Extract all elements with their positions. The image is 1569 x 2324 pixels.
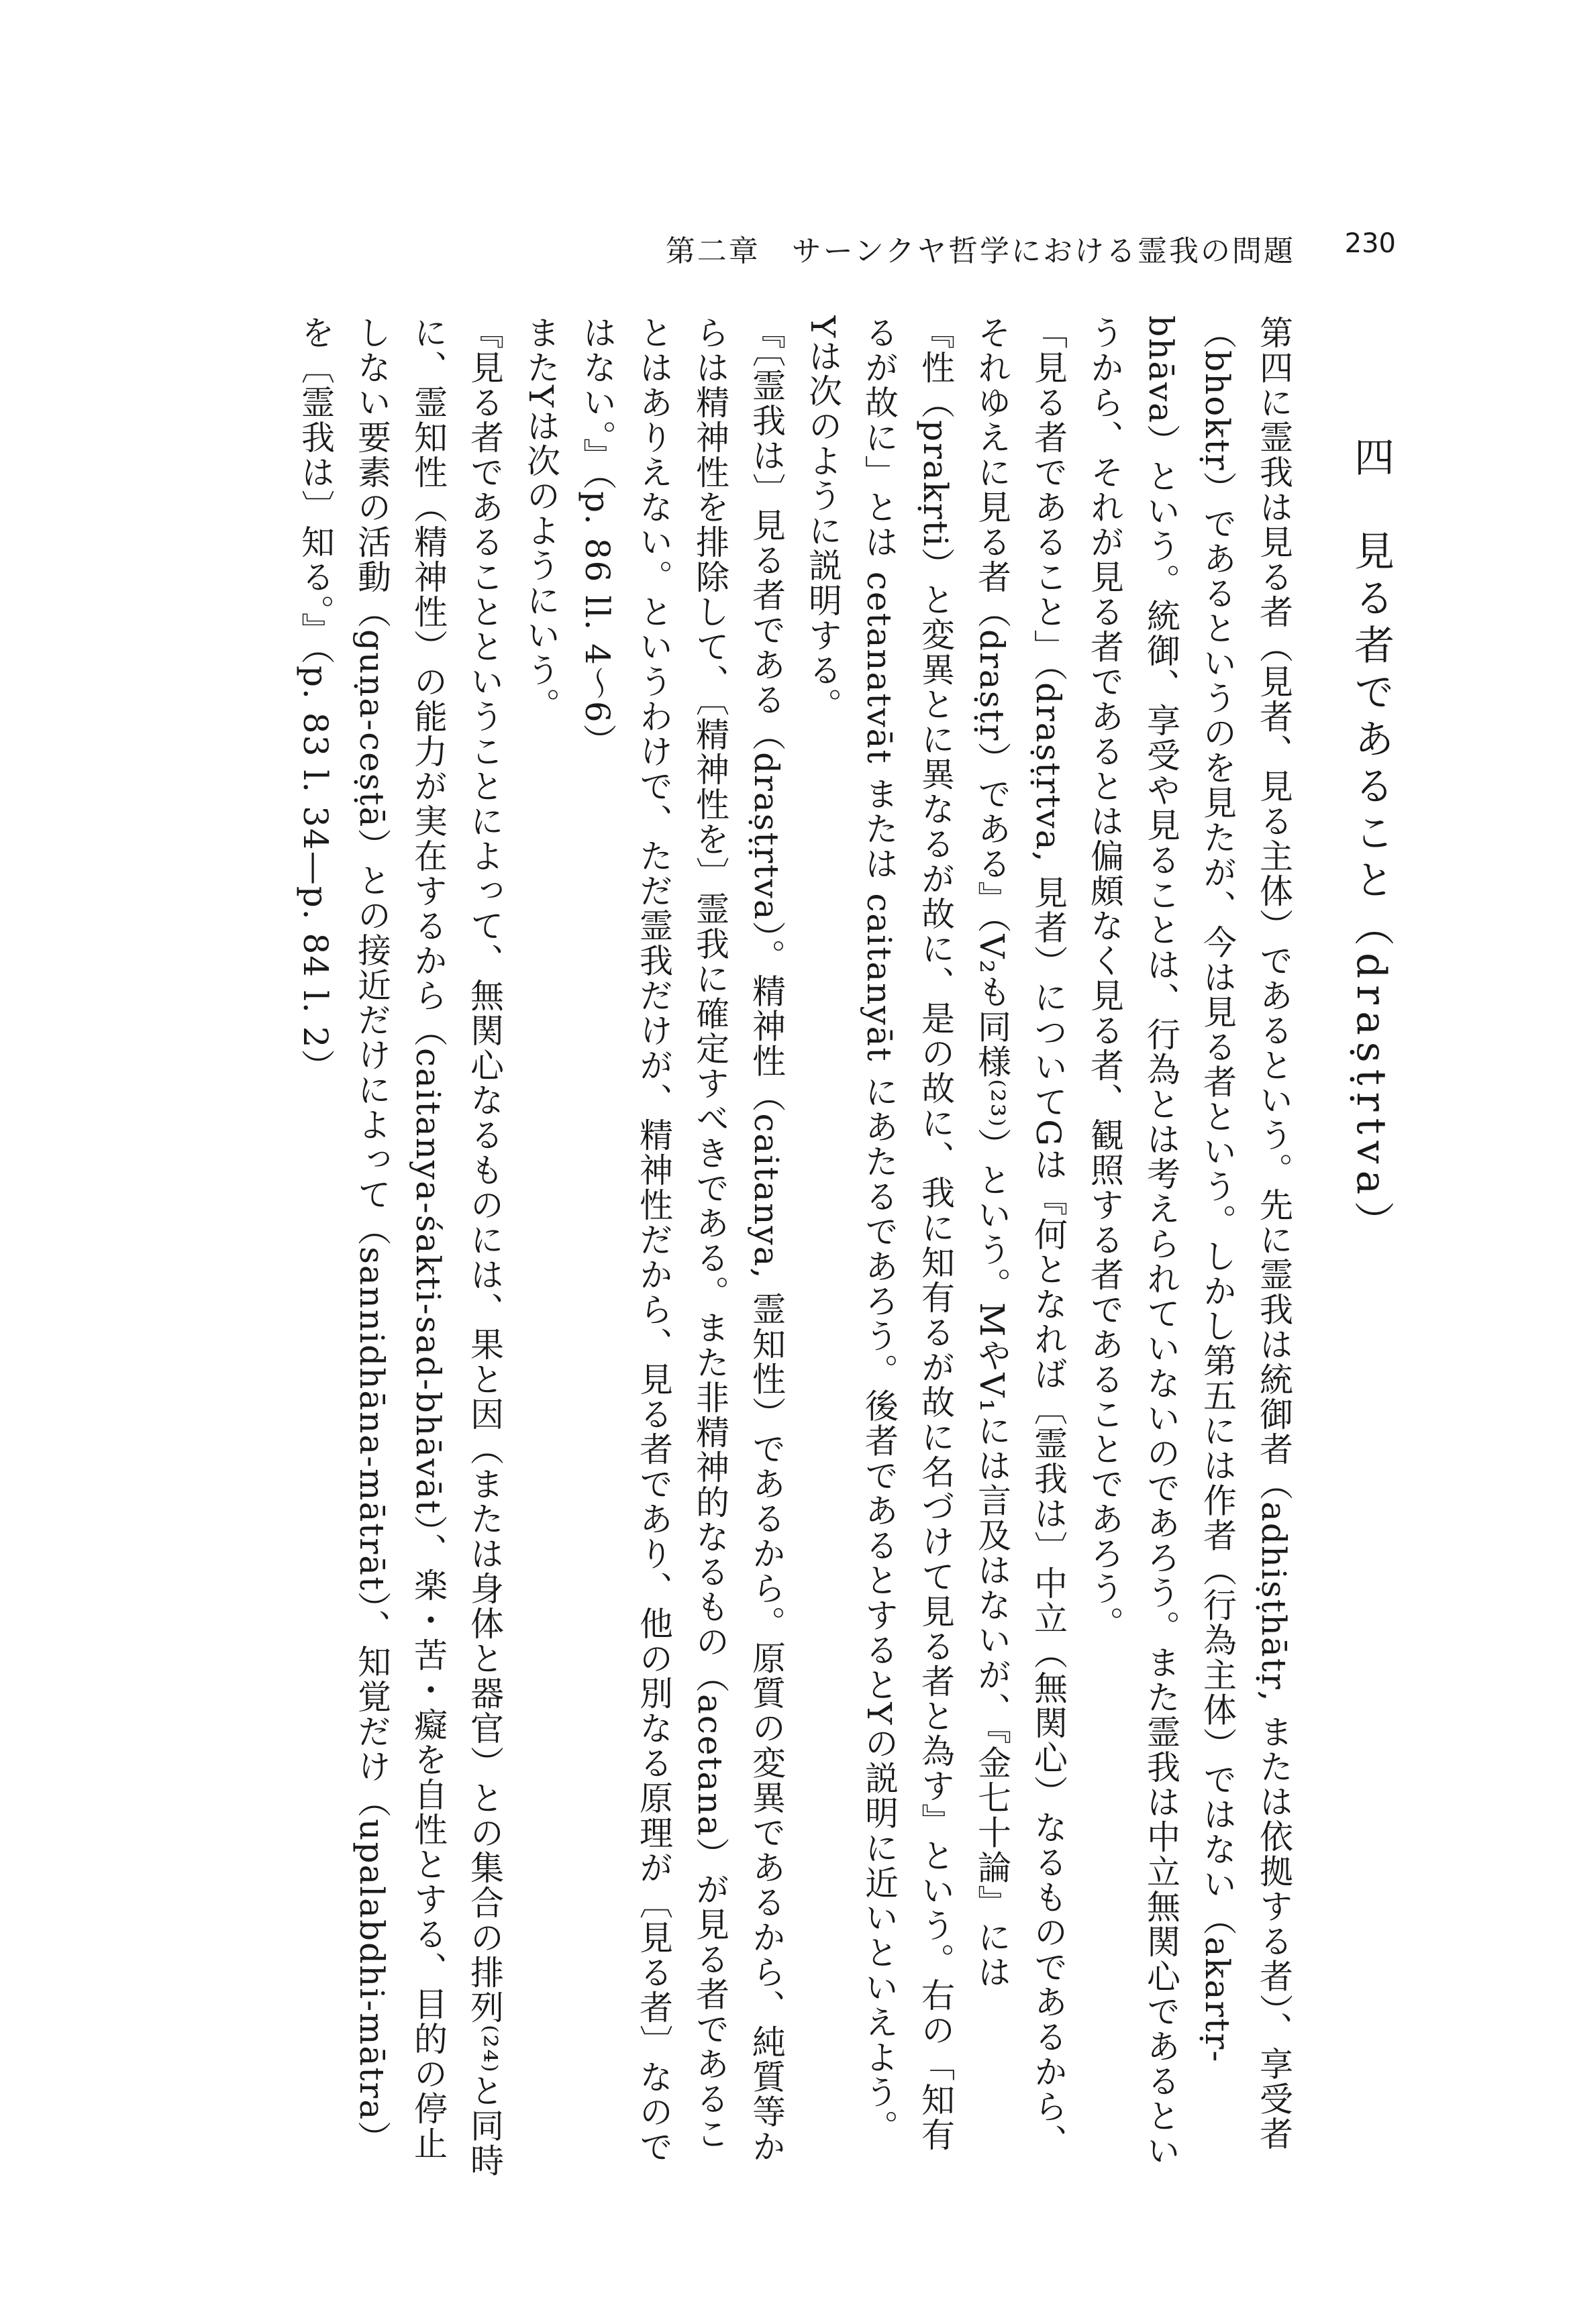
page-number: 230: [1344, 228, 1396, 259]
paragraph-6: またYは次のようにいう。: [521, 315, 560, 723]
paragraph-5: 『〔霊我は〕見る者である（draṣṭṛtva）。精神性（caitanya, 霊知性）であるから。原質の変異であるから、純質等からは精神性を排除して、〔精神性を〕霊我に確定すべきである。また非精神的なるもの（acetana）が見る者であることはありえない。というわけで、ただ霊我だけが、精神性だから、見る者であり、他の別なる原理が〔見る者〕なのではない。』（p. 86 ll. 4〜6）: [578, 315, 786, 2164]
paragraph-2: 「見る者であること」（draṣṭṛtva, 見者）についてGは『何となれば〔霊我は〕中立（無関心）なるものであるから、それゆえに見る者（draṣṭṛ）である』（V₂も同様⁽²³⁾）という。MやV₁には言及はないが、『金七十論』には: [972, 315, 1068, 2160]
chapter-title: 第二章 サーンクヤ哲学における霊我の問題: [665, 234, 1295, 268]
section-heading: 四 見る者であること（draṣṭṛtva）: [1348, 436, 1395, 1249]
running-header: [665, 227, 1396, 268]
vertical-text-body: [160, 315, 1408, 2180]
paragraph-1: 第四に霊我は見る者（見者、見る主体）であるという。先に霊我は統御者（adhiṣṭhātṛ, または依拠する者）、享受者（bhoktṛ）であるというのを見たが、今は見る者という。しかし第五には作者（行為主体）ではない（akartṛ-bhāva）という。統御、享受や見ることは、行為とは考えられていないのであろう。また霊我は中立無関心であるというから、それが見る者であるとは偏頗なく見る者、観照する者であることであろう。: [1085, 315, 1293, 2169]
paragraph-7: 『見る者であることということによって、無関心なるものには、果と因（または身体と器官）との集合の排列⁽²⁴⁾と同時に、霊知性（精神性）の能力が実在するから（caitanya-śakti-sad-bhāvāt）、楽・苦・癡を自性とする、目的の停止しない要素の活動（guṇa-ceṣṭā）との接近だけによって（sannidhāna-mātrāt）、知覚だけ（upalabdhi-mātra）を〔霊我は〕知る。』（p. 83 l. 34—p. 84 l. 2）: [296, 315, 504, 2178]
paragraph-3: 『性（prakṛti）と変異とに異なるが故に、是の故に、我に知有るが故に名づけて見る者と為す』という。右の「知有るが故に」とは cetanatvāt または caitanyāt にあたるであろう。後者であるとするとYの説明に近いといえよう。: [860, 315, 955, 2153]
paragraph-4: Yは次のように説明する。: [803, 315, 842, 723]
